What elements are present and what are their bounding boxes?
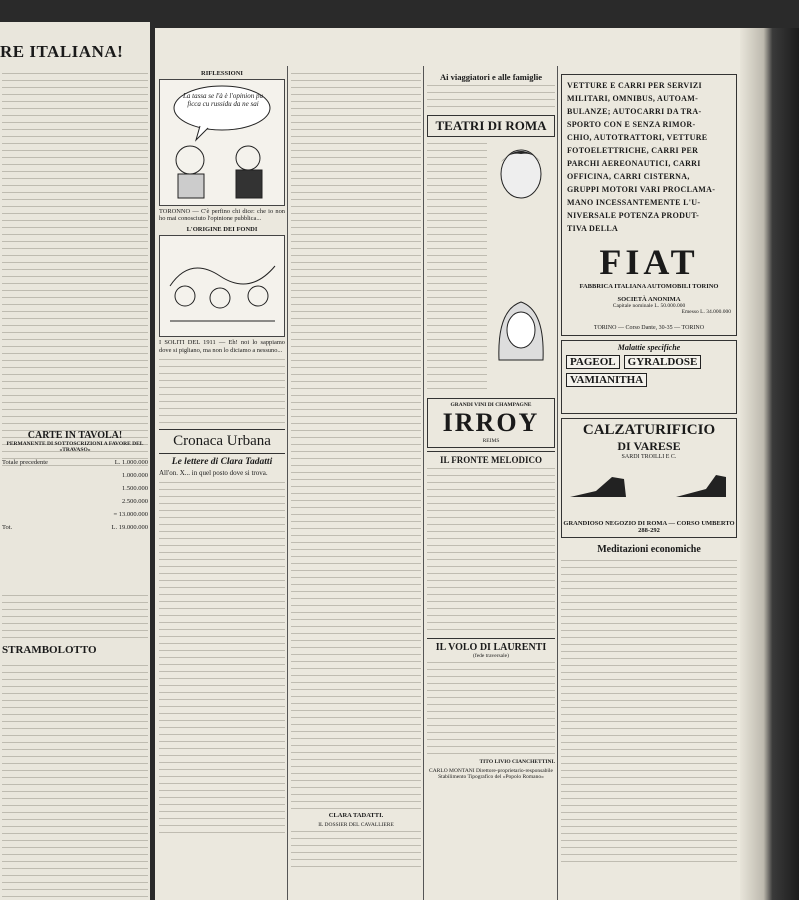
column-ads	[561, 74, 737, 900]
left-page	[0, 22, 150, 900]
viaggiatori-body	[427, 82, 555, 112]
fronte-body	[427, 465, 555, 635]
cronaca-subtitle: Le lettere di Clara Tadatti	[171, 456, 273, 467]
cronaca-title: Cronaca Urbana	[173, 432, 271, 449]
portrait-drawing-1	[489, 142, 553, 212]
fiat-ad-line: OFFICINA, CARRI CISTERNA,	[567, 172, 690, 181]
dossier-title: IL DOSSIER DEL CAVALLIERE	[318, 822, 394, 828]
cartoon1-caption: TORONNO — C'è perfino chi dice: che io non ho mai conosciuto l'opinione pubblica...	[159, 208, 285, 223]
riflessioni-title: RIFLESSIONI	[201, 70, 243, 77]
subscription-row	[2, 495, 148, 508]
fiat-ad-lines	[567, 79, 731, 235]
fiat-ad-line: TIVA DELLA	[567, 224, 619, 233]
calz-title: CALZATURIFICIO	[582, 422, 716, 438]
calz-address: GRANDIOSO NEGOZIO DI ROMA — CORSO UMBERTO 288-292	[563, 520, 735, 534]
fiat-ad-line: GRUPPI MOTORI VARI PROCLAMA-	[567, 185, 716, 194]
subscription-list	[2, 456, 148, 534]
subscription-value: 2.500.000	[122, 498, 148, 505]
fronte-title: IL FRONTE MELODICO	[439, 455, 542, 465]
subscription-value: 1.500.000	[122, 485, 148, 492]
specifics-item: PAGEOL	[566, 355, 620, 369]
fiat-address: TORINO — Corso Dante, 30-35 — TORINO	[593, 325, 705, 331]
column-riflessioni	[159, 28, 285, 900]
strambolotto-title: STRAMBOLOTTO	[2, 644, 97, 656]
fiat-ad-line: VETTURE E CARRI PER SERVIZI	[567, 81, 702, 90]
subscription-row	[2, 482, 148, 495]
left-text-lower	[2, 662, 148, 900]
fiat-ad-line: NIVERSALE POTENZA PRODUT-	[567, 211, 700, 220]
specifics-item: VAMIANITHA	[566, 373, 647, 387]
portrait-drawing-2	[489, 290, 553, 370]
teatri-title: TEATRI DI ROMA	[427, 115, 555, 137]
column-middle	[291, 70, 421, 900]
cronaca-body	[159, 479, 285, 839]
calz-sub: DI VARESE	[617, 439, 681, 453]
specifics-ad	[561, 340, 737, 414]
carte-in-tavola	[2, 430, 148, 534]
printer-line-2: Stabilimento Tipografico del «Popolo Romano»	[438, 774, 544, 780]
subscription-row	[2, 508, 148, 521]
carte-title: CARTE IN TAVOLA!	[27, 430, 123, 441]
subscription-label: Tot.	[2, 524, 13, 531]
fiat-paid: Emesso L. 34.000.000	[681, 309, 731, 315]
left-text-middle	[2, 592, 148, 642]
dossier-body	[291, 828, 421, 868]
column-third	[427, 72, 555, 900]
subscription-value: 1.000.000	[122, 472, 148, 479]
cartoon-fondi-drawing	[160, 236, 284, 334]
subscription-row	[2, 469, 148, 482]
fiat-ad-line: MILITARI, OMNIBUS, AUTOAM-	[567, 94, 699, 103]
subscription-row	[2, 456, 148, 469]
middle-signature: CLARA TADATTI.	[328, 812, 384, 819]
teatri-section	[427, 140, 555, 395]
fiat-society: SOCIETÀ ANONIMA	[617, 296, 681, 303]
cartoon2-caption: I SOLITI DEL 1911 — Eh! noi lo sappiamo dove si pigliano, ma non lo diciamo a nessuno...	[159, 339, 285, 354]
calzaturificio-ad	[561, 418, 737, 538]
fiat-company: FABBRICA ITALIANA AUTOMOBILI TORINO	[579, 283, 719, 290]
fiat-ad	[561, 74, 737, 336]
fiat-ad-line: PARCHI AEREONAUTICI, CARRI	[567, 159, 701, 168]
fiat-ad-line: SPORTO CON E SENZA RIMOR-	[567, 120, 696, 129]
volo-signature: TITO LIVIO CIANCHETTINI.	[479, 759, 555, 765]
cartoon2-title: L'ORIGINE DEI FONDI	[186, 226, 258, 234]
irroy-brand: IRROY	[442, 408, 540, 437]
meditazioni-body	[561, 557, 737, 867]
volo-body	[427, 659, 555, 759]
left-text-upper	[2, 70, 148, 470]
cartoon-tassa	[159, 79, 285, 206]
cartoon-fondi	[159, 235, 285, 337]
cartoon3	[159, 356, 285, 426]
strambolotto	[2, 644, 148, 656]
fiat-ad-line: BULANZE; AUTOCARRI DA TRA-	[567, 107, 702, 116]
specifics-items	[564, 352, 734, 388]
carte-subtitle: PERMANENTE DI SOTTOSCRIZIONI A FAVORE DEL «TRAVASO»	[6, 441, 144, 453]
fiat-ad-line: FOTOELETTRICHE, CARRI PER	[567, 146, 699, 155]
fiat-brand: FIAT	[599, 242, 699, 282]
subscription-value: L. 1.000.000	[114, 459, 148, 466]
subscription-label: Totale precedente	[2, 459, 48, 466]
book-edge	[740, 28, 799, 900]
left-page-header	[0, 42, 150, 62]
subscription-value: L. 19.000.000	[111, 524, 148, 531]
printer-line: CARLO MONTANI Direttore-proprietario-responsabile	[429, 768, 553, 774]
right-page	[155, 28, 740, 900]
middle-body	[291, 70, 421, 810]
fiat-capital: Capitale nominale L. 50.000.000	[612, 303, 686, 309]
subscription-value: = 13.000.000	[113, 511, 148, 518]
specifics-item: GYRALDOSE	[624, 355, 702, 369]
irroy-ad	[427, 398, 555, 448]
cronaca-lead: All'on. X... in quel posto dove si trova.	[159, 468, 268, 477]
left-header-title: RE ITALIANA!	[0, 42, 124, 61]
volo-subtitle: (fede traversale)	[473, 653, 509, 659]
meditazioni-title: Meditazioni economiche	[597, 544, 701, 555]
shoe-icon	[566, 469, 730, 505]
viaggiatori-title: Ai viaggiatori e alle famiglie	[440, 72, 542, 82]
subscription-row	[2, 521, 148, 534]
specifics-title: Malattie specifiche	[617, 343, 681, 352]
irroy-label: GRANDI VINI DI CHAMPAGNE	[450, 402, 532, 408]
volo-title: IL VOLO DI LAURENTI	[435, 642, 547, 653]
fiat-ad-line: CHIO, AUTOTRATTORI, VETTURE	[567, 133, 708, 142]
fiat-ad-line: MANO INCESSANTEMENTE L'U-	[567, 198, 701, 207]
calz-brand: SARDI TROILLI E C.	[621, 454, 677, 460]
cartoon-balloon-text: La tassa se l'à è l'opinion pu ficca cu russidu da ne sai	[183, 92, 263, 108]
irroy-city: REIMS	[482, 438, 500, 444]
